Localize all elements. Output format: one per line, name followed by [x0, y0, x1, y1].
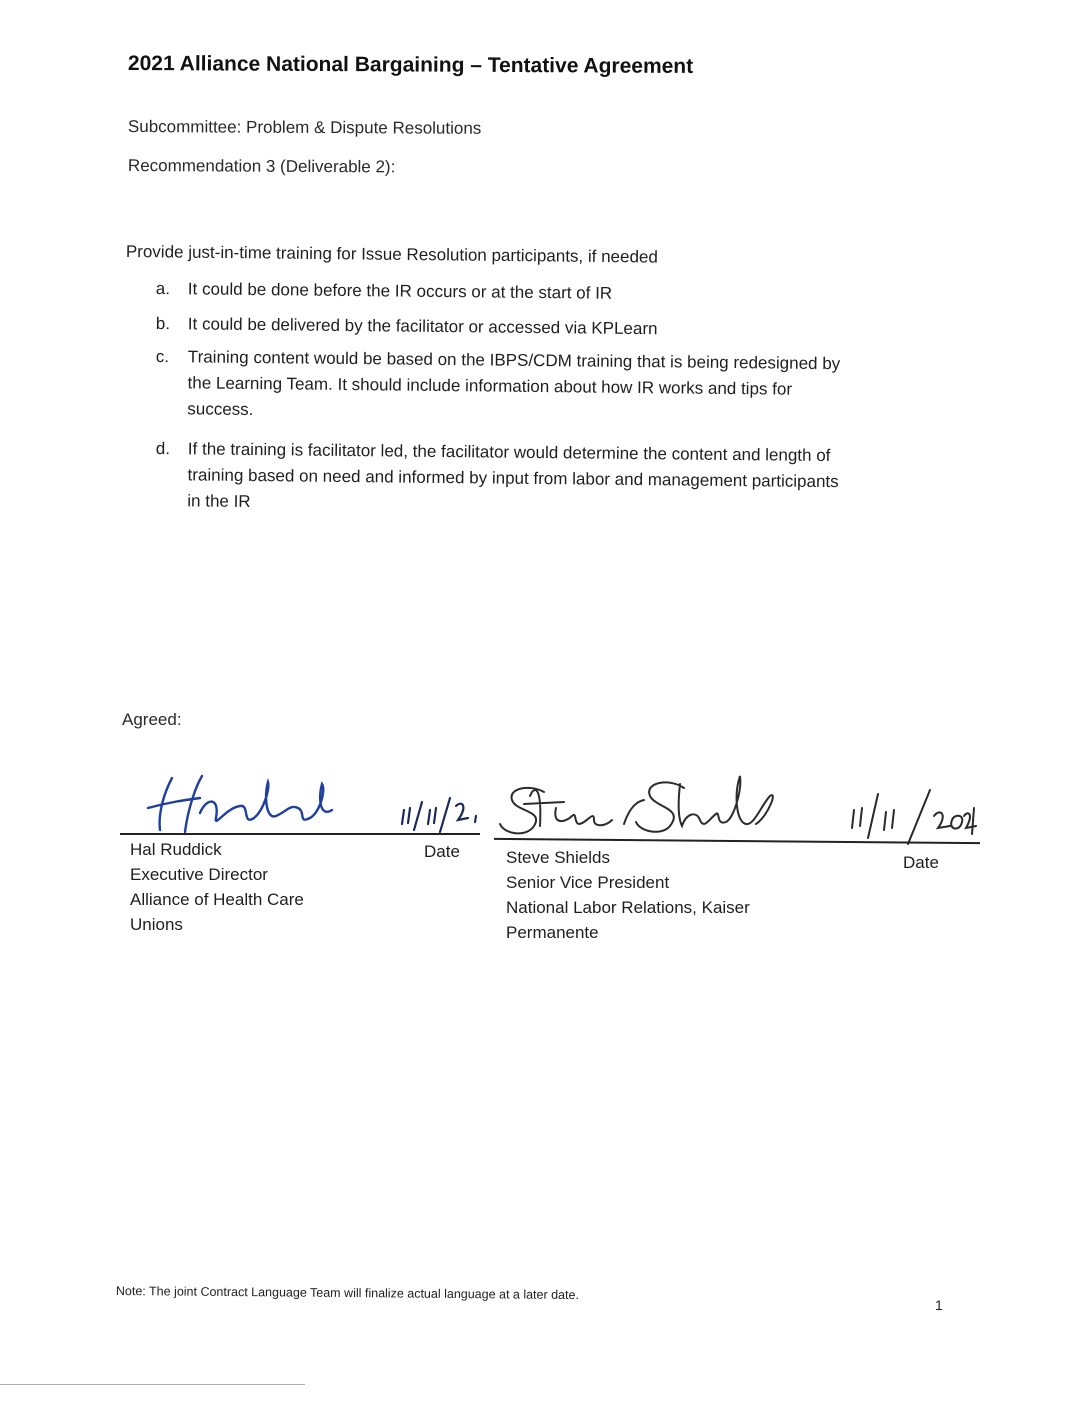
- signer-title: Senior Vice President: [506, 873, 670, 892]
- scan-edge-line: [0, 1384, 305, 1385]
- subcommittee-line: Subcommittee: Problem & Dispute Resolutions: [127, 117, 482, 138]
- list-item-text: Training content would be based on the IBPS/CDM training that is being redesigned by: [187, 347, 841, 374]
- date-label-right: Date: [903, 853, 939, 872]
- signature-hal-ruddick: [130, 768, 340, 838]
- recommendation-line: Recommendation 3 (Deliverable 2):: [127, 156, 396, 177]
- intro-text: Provide just-in-time training for Issue Resolution participants, if needed: [125, 242, 658, 267]
- signer-info-left: [130, 837, 304, 937]
- signer-title: Executive Director: [130, 865, 268, 884]
- list-marker: d.: [155, 438, 171, 459]
- page-number: 1: [935, 1297, 943, 1313]
- list-item: [156, 276, 976, 311]
- list-item-text: It could be delivered by the facilitator or accessed via KPLearn: [187, 314, 658, 339]
- list-item: [155, 344, 976, 431]
- list-marker: b.: [155, 313, 171, 334]
- list-item-text: the Learning Team. It should include information about how IR works and tips for: [187, 373, 793, 399]
- list-item-text: It could be done before the IR occurs or at the start of IR: [187, 279, 613, 303]
- list-item: [156, 311, 976, 346]
- list-marker: c.: [155, 346, 170, 367]
- handwritten-date-right: [846, 786, 980, 846]
- list-item-text: If the training is facilitator led, the facilitator would determine the content and length of: [187, 439, 831, 466]
- document-title: 2021 Alliance National Bargaining – Tentative Agreement: [127, 52, 694, 78]
- list-item-text: training based on need and informed by input from labor and management participants: [187, 465, 839, 492]
- list-marker: a.: [155, 278, 171, 299]
- list-item-text: success.: [187, 399, 254, 420]
- signer-name: Steve Shields: [506, 848, 610, 867]
- signer-org-line: National Labor Relations, Kaiser: [506, 898, 750, 917]
- signature-line-left: [120, 833, 480, 835]
- date-label-left: Date: [424, 842, 460, 861]
- signer-info-right: [506, 845, 750, 945]
- list-item-text: in the IR: [187, 491, 251, 511]
- handwritten-date-left: [396, 796, 482, 836]
- signer-name: Hal Ruddick: [130, 840, 222, 859]
- agreed-label: Agreed:: [122, 710, 182, 729]
- signature-steve-shields: [494, 766, 784, 846]
- footer-note: Note: The joint Contract Language Team will finalize actual language at a later date.: [115, 1284, 580, 1303]
- signer-org-line: Alliance of Health Care: [130, 890, 304, 909]
- signer-org-line: Permanente: [506, 923, 599, 942]
- list-item: [155, 436, 986, 523]
- signer-org-line: Unions: [130, 915, 183, 934]
